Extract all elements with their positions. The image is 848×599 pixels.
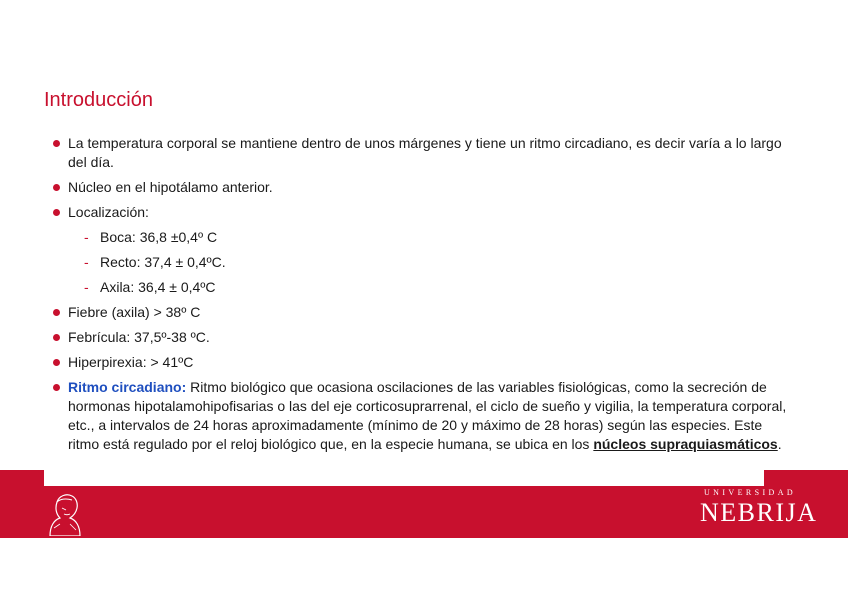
logo-main-text: NEBRIJA	[700, 498, 818, 527]
bullet-circadian-rhythm	[52, 378, 792, 454]
slide-title: Introducción	[44, 89, 153, 111]
bullet-location: Localización:	[52, 203, 792, 222]
bullet-fever: Fiebre (axila) > 38º C	[52, 303, 792, 322]
logo-top-text: UNIVERSIDAD	[704, 488, 797, 497]
bullet-temperature: La temperatura corporal se mantiene dentro de unos márgenes y tiene un ritmo circadiano, es decir varía a lo largo del día.	[52, 134, 792, 172]
bullet-hyperpyrexia: Hiperpirexia: > 41ºC	[52, 353, 792, 372]
portrait-engraving-icon	[42, 488, 84, 536]
slide-content	[52, 134, 792, 460]
footer-mask	[44, 470, 764, 486]
university-logo	[690, 486, 820, 534]
sub-bullet-armpit: - Axila: 36,4 ± 0,4ºC	[52, 278, 792, 297]
circadian-end: .	[777, 436, 782, 452]
bullet-nucleus: Núcleo en el hipotálamo anterior.	[52, 178, 792, 197]
sub-bullet-rectum: - Recto: 37,4 ± 0,4ºC.	[52, 253, 792, 272]
sub-bullet-mouth: - Boca: 36,8 ±0,4º C	[52, 228, 792, 247]
circadian-term: Ritmo circadiano:	[68, 379, 187, 395]
circadian-text: Ritmo biológico que ocasiona oscilaciones de las variables fisiológicas, como la secreción de hormonas hipotalamohipofisarias o las del eje corticosuprarrenal, el ciclo de sueño y vigilia, la temperatura corporal, etc., a intervalos de 24 horas aproximadamente (mínimo de 20 y máximo de 28 horas) según las especies. Este ritmo está regulado por el reloj biológico que, en la especie humana, se ubica en los	[68, 379, 787, 452]
bullet-low-fever: Febrícula: 37,5º-38 ºC.	[52, 328, 792, 347]
suprachiasmatic-link[interactable]: núcleos supraquiasmáticos	[593, 436, 778, 452]
